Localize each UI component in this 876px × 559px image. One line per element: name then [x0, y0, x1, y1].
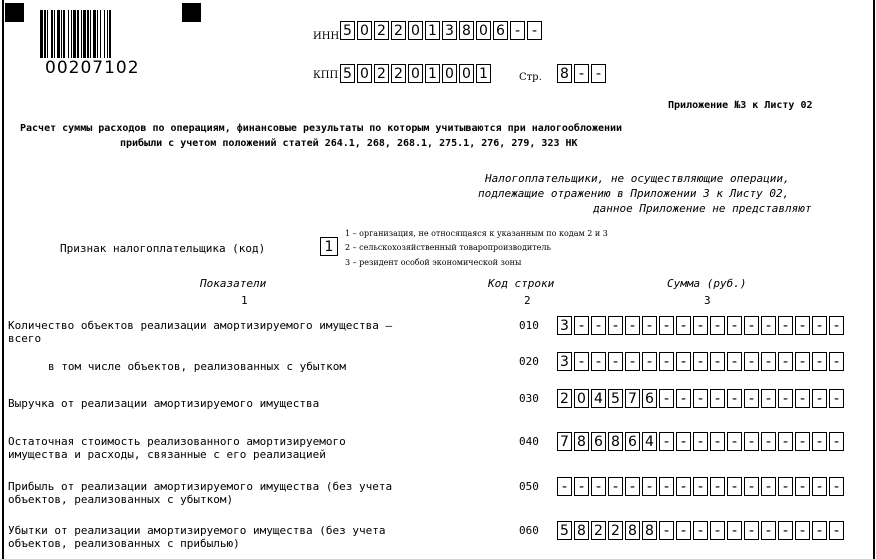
char-cell[interactable]: -	[761, 432, 776, 451]
char-cell[interactable]: 0	[408, 21, 423, 40]
char-cell[interactable]: -	[795, 316, 810, 335]
row-code: 020	[519, 355, 539, 368]
corner-marker-left	[5, 3, 24, 22]
char-cell[interactable]: -	[744, 521, 759, 540]
char-cell[interactable]: -	[625, 316, 640, 335]
char-cell[interactable]: 0	[574, 389, 589, 408]
char-cell[interactable]: -	[761, 477, 776, 496]
note-line3: данное Приложение не представляют	[593, 202, 812, 215]
char-cell[interactable]: -	[761, 352, 776, 371]
char-cell[interactable]: 2	[591, 521, 606, 540]
amount-field[interactable]	[557, 521, 846, 540]
row-label-continued: имущества и расходы, связанные с его реализацией	[8, 448, 326, 461]
char-cell[interactable]: 6	[591, 432, 606, 451]
amount-field[interactable]	[557, 477, 846, 496]
char-cell[interactable]: -	[591, 64, 606, 83]
row-label: в том числе объектов, реализованных с убытком	[48, 360, 347, 373]
column-number-1: 1	[241, 294, 248, 307]
main-title-line2: прибыли с учетом положений статей 264.1, 268, 268.1, 275.1, 276, 279, 323 НК	[120, 138, 578, 149]
char-cell[interactable]: -	[727, 477, 742, 496]
char-cell[interactable]: 2	[374, 64, 389, 83]
page-number-field[interactable]	[557, 64, 608, 83]
char-cell[interactable]: -	[676, 432, 691, 451]
char-cell[interactable]: 1	[425, 64, 440, 83]
taxpayer-option-2: 2 – сельскохозяйственный товаропроизводитель	[345, 243, 551, 252]
char-cell[interactable]: -	[625, 352, 640, 371]
char-cell[interactable]: -	[778, 521, 793, 540]
taxpayer-option-3: 3 – резидент особой экономической зоны	[345, 258, 522, 267]
char-cell[interactable]: 7	[557, 432, 572, 451]
char-cell[interactable]: -	[676, 352, 691, 371]
char-cell[interactable]: -	[795, 521, 810, 540]
char-cell[interactable]: -	[812, 352, 827, 371]
char-cell[interactable]: -	[591, 477, 606, 496]
char-cell[interactable]: 4	[591, 389, 606, 408]
char-cell[interactable]: -	[608, 352, 623, 371]
char-cell[interactable]: -	[574, 477, 589, 496]
char-cell[interactable]: 8	[459, 21, 474, 40]
char-cell[interactable]: -	[744, 352, 759, 371]
char-cell[interactable]: -	[676, 389, 691, 408]
row-label: Остаточная стоимость реализованного амортизируемого	[8, 435, 346, 448]
row-label-continued: объектов, реализованных с прибылью)	[8, 537, 240, 550]
char-cell[interactable]: -	[574, 316, 589, 335]
char-cell[interactable]: -	[761, 316, 776, 335]
char-cell[interactable]: 5	[340, 64, 355, 83]
char-cell[interactable]: 5	[340, 21, 355, 40]
char-cell[interactable]: -	[727, 432, 742, 451]
main-title-line1: Расчет суммы расходов по операциям, финансовые результаты по которым учитываются при налогообложении	[20, 123, 623, 134]
char-cell[interactable]: 8	[608, 432, 623, 451]
row-code: 010	[519, 319, 539, 332]
char-cell[interactable]: -	[710, 432, 725, 451]
char-cell[interactable]: -	[591, 352, 606, 371]
char-cell[interactable]: -	[574, 352, 589, 371]
row-label: Прибыль от реализации амортизируемого имущества (без учета	[8, 480, 393, 493]
char-cell[interactable]: 0	[357, 21, 372, 40]
char-cell[interactable]: -	[676, 521, 691, 540]
char-cell[interactable]: -	[727, 352, 742, 371]
char-cell[interactable]: 3	[557, 316, 572, 335]
inn-field[interactable]	[340, 21, 544, 40]
char-cell[interactable]: -	[829, 432, 844, 451]
row-label: Убытки от реализации амортизируемого имущества (без учета	[8, 524, 386, 537]
corner-marker-right	[182, 3, 201, 22]
barcode-image	[40, 10, 114, 58]
char-cell[interactable]: -	[693, 352, 708, 371]
taxpayer-sign-label: Признак налогоплательщика (код)	[60, 242, 266, 255]
row-code: 050	[519, 480, 539, 493]
char-cell[interactable]: -	[659, 389, 674, 408]
char-cell[interactable]: -	[829, 316, 844, 335]
char-cell[interactable]: -	[693, 477, 708, 496]
note-line2: подлежащие отражению в Приложении 3 к Листу 02,	[478, 187, 790, 200]
char-cell[interactable]: -	[591, 316, 606, 335]
char-cell[interactable]: -	[710, 521, 725, 540]
char-cell[interactable]: -	[744, 432, 759, 451]
char-cell[interactable]: -	[710, 477, 725, 496]
barcode-number: 00207102	[45, 58, 140, 78]
left-border	[2, 0, 4, 559]
char-cell[interactable]: 8	[557, 64, 572, 83]
char-cell[interactable]: -	[659, 521, 674, 540]
char-cell[interactable]: -	[778, 477, 793, 496]
column-header-line-code: Код строки	[488, 277, 555, 290]
char-cell[interactable]: 7	[625, 389, 640, 408]
char-cell[interactable]: -	[693, 389, 708, 408]
char-cell[interactable]: 0	[442, 64, 457, 83]
char-cell[interactable]: 2	[374, 21, 389, 40]
taxpayer-code-field[interactable]: 1	[320, 237, 338, 256]
row-label: Количество объектов реализации амортизируемого имущества –	[8, 319, 393, 332]
char-cell[interactable]: -	[659, 352, 674, 371]
char-cell[interactable]: -	[727, 521, 742, 540]
char-cell[interactable]: -	[795, 352, 810, 371]
char-cell[interactable]: -	[727, 389, 742, 408]
char-cell[interactable]: -	[659, 477, 674, 496]
row-label-continued: объектов, реализованных с убытком)	[8, 493, 234, 506]
char-cell[interactable]: 5	[557, 521, 572, 540]
char-cell[interactable]: -	[829, 352, 844, 371]
column-number-3: 3	[704, 294, 711, 307]
char-cell[interactable]: 2	[391, 21, 406, 40]
char-cell[interactable]: -	[608, 477, 623, 496]
char-cell[interactable]: -	[778, 432, 793, 451]
char-cell[interactable]: -	[608, 316, 623, 335]
kpp-label: КПП	[313, 70, 339, 81]
row-label: Выручка от реализации амортизируемого имущества	[8, 397, 320, 410]
amount-field[interactable]	[557, 352, 846, 371]
char-cell[interactable]: -	[778, 389, 793, 408]
char-cell[interactable]: -	[795, 477, 810, 496]
char-cell[interactable]: -	[795, 432, 810, 451]
row-label-continued: всего	[8, 332, 42, 345]
inn-label: ИНН	[313, 31, 340, 42]
char-cell[interactable]: -	[574, 64, 589, 83]
right-border	[873, 0, 875, 559]
char-cell[interactable]: -	[710, 389, 725, 408]
char-cell[interactable]: -	[527, 21, 542, 40]
amount-field[interactable]	[557, 389, 846, 408]
char-cell[interactable]: -	[812, 316, 827, 335]
row-code: 030	[519, 392, 539, 405]
char-cell[interactable]: -	[642, 316, 657, 335]
char-cell[interactable]: 2	[391, 64, 406, 83]
column-header-amount: Сумма (руб.)	[667, 277, 747, 290]
kpp-field[interactable]	[340, 64, 493, 83]
char-cell[interactable]: 2	[608, 521, 623, 540]
column-header-indicators: Показатели	[200, 277, 267, 290]
appendix-title: Приложение №3 к Листу 02	[668, 100, 813, 111]
row-code: 040	[519, 435, 539, 448]
char-cell[interactable]: -	[659, 432, 674, 451]
char-cell[interactable]: -	[761, 389, 776, 408]
char-cell[interactable]: -	[642, 477, 657, 496]
char-cell[interactable]: 6	[625, 432, 640, 451]
taxpayer-option-1: 1 – организация, не относящаяся к указанным по кодам 2 и 3	[345, 229, 608, 238]
char-cell[interactable]: -	[812, 521, 827, 540]
char-cell[interactable]: 1	[425, 21, 440, 40]
char-cell[interactable]: -	[642, 352, 657, 371]
char-cell[interactable]: -	[727, 316, 742, 335]
char-cell[interactable]: 6	[493, 21, 508, 40]
page-label: Стр.	[519, 72, 542, 83]
char-cell[interactable]: -	[710, 352, 725, 371]
char-cell[interactable]: -	[829, 477, 844, 496]
char-cell[interactable]: -	[761, 521, 776, 540]
char-cell[interactable]: -	[625, 477, 640, 496]
char-cell[interactable]: -	[744, 389, 759, 408]
char-cell[interactable]: 5	[608, 389, 623, 408]
char-cell[interactable]: -	[744, 477, 759, 496]
char-cell[interactable]: 8	[574, 521, 589, 540]
char-cell[interactable]: 6	[642, 389, 657, 408]
row-code: 060	[519, 524, 539, 537]
char-cell[interactable]: 2	[557, 389, 572, 408]
char-cell[interactable]: -	[557, 477, 572, 496]
char-cell[interactable]: -	[744, 316, 759, 335]
char-cell[interactable]: -	[812, 432, 827, 451]
char-cell[interactable]: -	[795, 389, 810, 408]
amount-field[interactable]	[557, 432, 846, 451]
char-cell[interactable]: -	[693, 521, 708, 540]
char-cell[interactable]: -	[829, 389, 844, 408]
char-cell[interactable]: 0	[459, 64, 474, 83]
note-line1: Налогоплательщики, не осуществляющие операции,	[485, 172, 790, 185]
column-number-2: 2	[524, 294, 531, 307]
char-cell[interactable]: -	[778, 352, 793, 371]
char-cell[interactable]: 3	[557, 352, 572, 371]
char-cell[interactable]: -	[829, 521, 844, 540]
char-cell[interactable]: 8	[625, 521, 640, 540]
char-cell[interactable]: -	[659, 316, 674, 335]
char-cell[interactable]: 0	[408, 64, 423, 83]
char-cell[interactable]: -	[812, 477, 827, 496]
char-cell[interactable]: 4	[642, 432, 657, 451]
char-cell[interactable]: 8	[642, 521, 657, 540]
char-cell[interactable]: 1	[476, 64, 491, 83]
char-cell[interactable]: -	[710, 316, 725, 335]
char-cell[interactable]: 8	[574, 432, 589, 451]
char-cell[interactable]: -	[693, 432, 708, 451]
char-cell[interactable]: -	[676, 316, 691, 335]
char-cell[interactable]: -	[510, 21, 525, 40]
char-cell[interactable]: -	[676, 477, 691, 496]
amount-field[interactable]	[557, 316, 846, 335]
char-cell[interactable]: 0	[476, 21, 491, 40]
char-cell[interactable]: -	[693, 316, 708, 335]
char-cell[interactable]: -	[778, 316, 793, 335]
char-cell[interactable]: 3	[442, 21, 457, 40]
char-cell[interactable]: -	[812, 389, 827, 408]
char-cell[interactable]: 0	[357, 64, 372, 83]
